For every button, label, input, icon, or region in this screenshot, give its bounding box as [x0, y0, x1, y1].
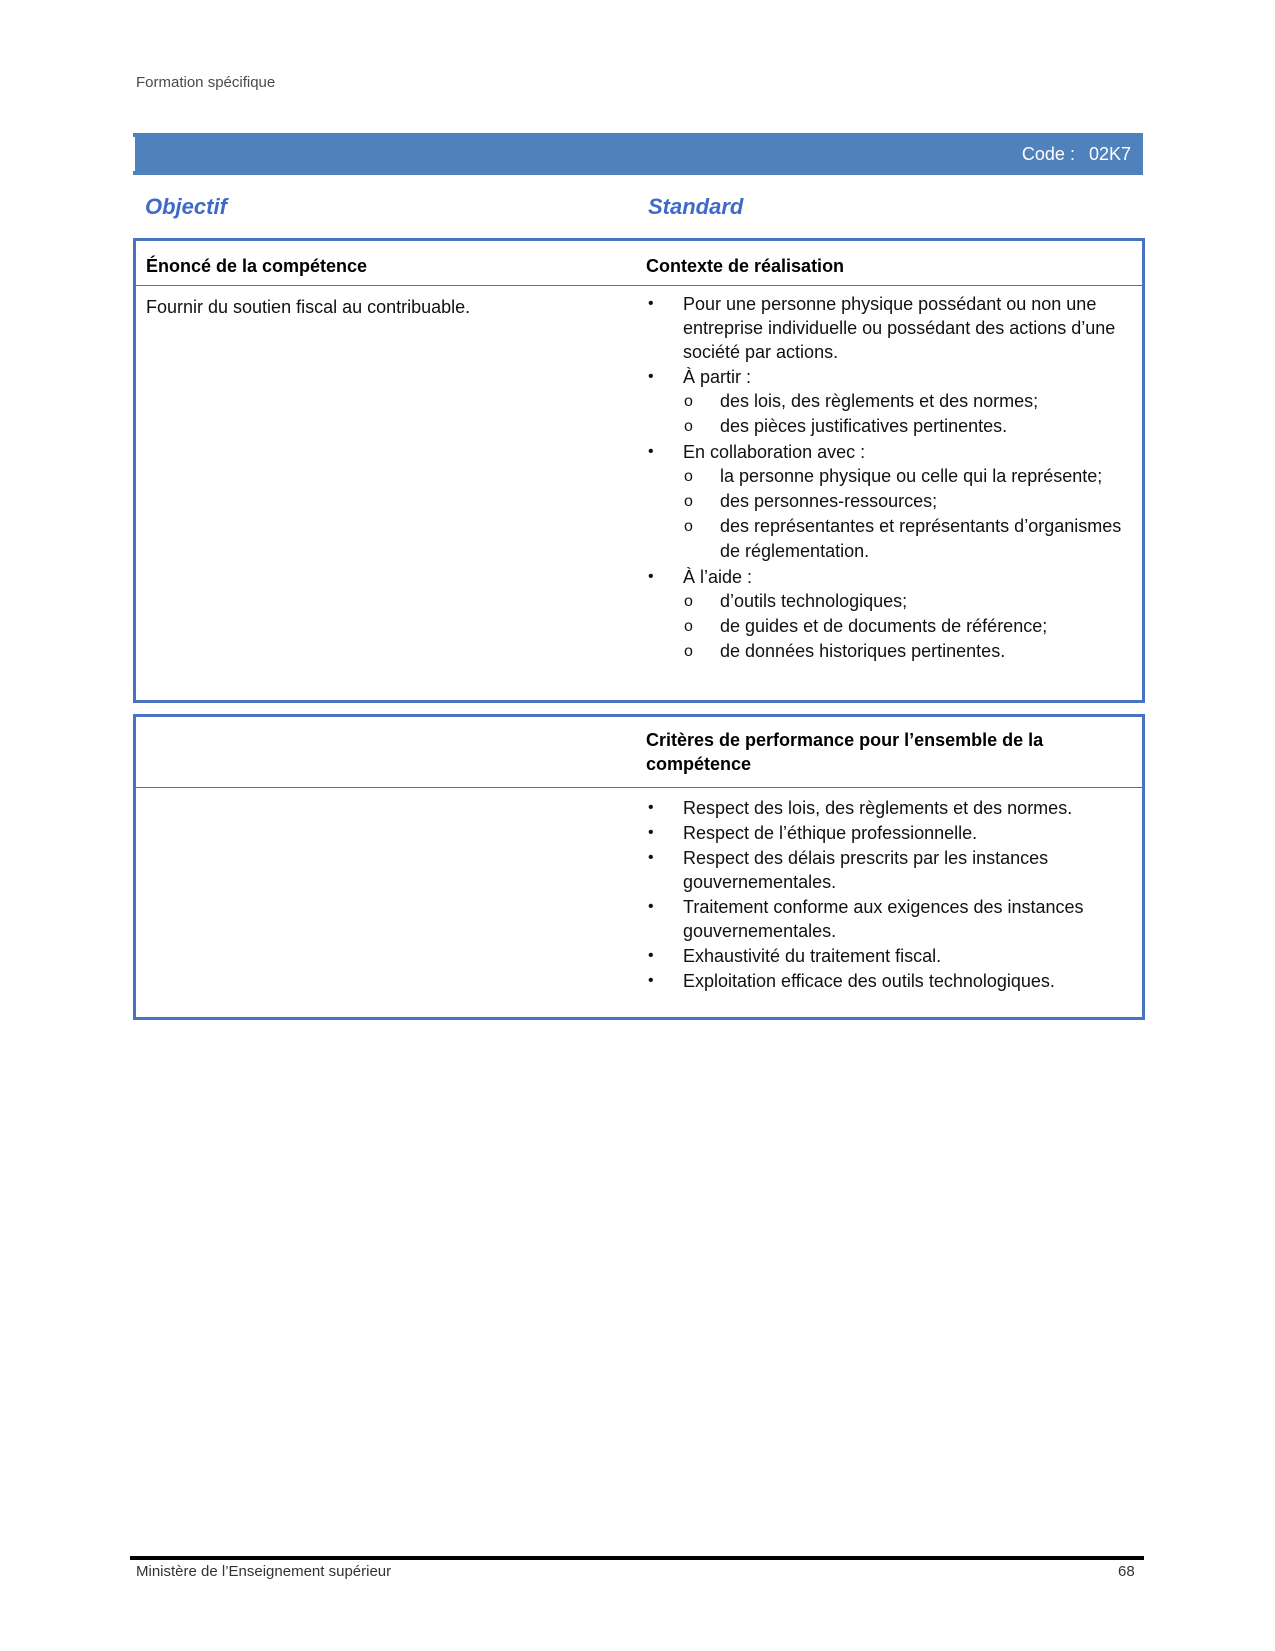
context-item-text: En collaboration avec : — [683, 442, 866, 462]
context-subitem-text: la personne physique ou celle qui la représente; — [720, 466, 1103, 486]
criteria-item — [646, 846, 1126, 894]
context-item — [646, 565, 1126, 664]
code-bar-tick — [133, 137, 135, 171]
criteria-item — [646, 895, 1126, 943]
footer-page-number: 68 — [1118, 1563, 1135, 1580]
standard-heading: Standard — [648, 194, 744, 219]
footer-rule — [130, 1556, 1144, 1560]
circle-bullet-icon: o — [684, 618, 693, 635]
code-label: Code : — [1021, 144, 1075, 164]
context-sublist — [683, 464, 1126, 564]
context-header: Contexte de réalisation — [646, 256, 845, 276]
bullet-icon: • — [648, 824, 654, 841]
context-subitem-text: d’outils technologiques; — [720, 591, 908, 611]
context-item — [646, 292, 1126, 364]
competence-table-head — [136, 241, 1142, 286]
context-subitem-text: des pièces justificatives pertinentes. — [720, 416, 1008, 436]
context-item — [646, 365, 1126, 439]
bullet-icon: • — [648, 368, 654, 385]
bullet-icon: • — [648, 898, 654, 915]
circle-bullet-icon: o — [684, 518, 693, 535]
circle-bullet-icon: o — [684, 643, 693, 660]
bullet-icon: • — [648, 947, 654, 964]
context-subitem — [683, 639, 1126, 664]
criteria-item-text: Respect des lois, des règlements et des normes. — [683, 798, 1073, 818]
circle-bullet-icon: o — [684, 418, 693, 435]
context-subitem-text: des lois, des règlements et des normes; — [720, 391, 1039, 411]
competence-statement: Fournir du soutien fiscal au contribuable. — [146, 297, 471, 317]
context-list — [646, 292, 1126, 664]
code-bar — [133, 133, 1143, 175]
bullet-icon: • — [648, 799, 654, 816]
criteria-table — [133, 714, 1145, 1020]
criteria-item — [646, 821, 1126, 845]
context-sublist — [683, 389, 1126, 439]
running-header: Formation spécifique — [136, 74, 276, 91]
bullet-icon: • — [648, 295, 654, 312]
context-sublist — [683, 589, 1126, 664]
context-subitem — [683, 589, 1126, 614]
context-subitem — [683, 389, 1126, 414]
bullet-icon: • — [648, 443, 654, 460]
criteria-list — [646, 796, 1126, 993]
competence-table — [133, 238, 1145, 703]
bullet-icon: • — [648, 972, 654, 989]
code-label-group — [1008, 144, 1131, 165]
criteria-item — [646, 796, 1126, 820]
bullet-icon: • — [648, 568, 654, 585]
circle-bullet-icon: o — [684, 493, 693, 510]
criteria-item-text: Exhaustivité du traitement fiscal. — [683, 946, 942, 966]
context-item-text: À l’aide : — [683, 567, 753, 587]
footer-ministry: Ministère de l’Enseignement supérieur — [136, 1563, 392, 1580]
criteria-item — [646, 944, 1126, 968]
context-subitem-text: des personnes-ressources; — [720, 491, 938, 511]
context-list-container — [646, 292, 1126, 665]
bullet-icon: • — [648, 849, 654, 866]
competence-statement-header: Énoncé de la compétence — [146, 256, 368, 276]
context-subitem — [683, 489, 1126, 514]
criteria-item-text: Respect des délais prescrits par les instances gouvernementales. — [683, 848, 1049, 892]
criteria-item-text: Respect de l’éthique professionnelle. — [683, 823, 978, 843]
criteria-header: Critères de performance pour l’ensemble de la compétence — [646, 730, 1044, 774]
code-value: 02K7 — [1088, 144, 1131, 164]
circle-bullet-icon: o — [684, 593, 693, 610]
circle-bullet-icon: o — [684, 393, 693, 410]
circle-bullet-icon: o — [684, 468, 693, 485]
context-subitem-text: des représentantes et représentants d’organismes de réglementation. — [720, 516, 1122, 561]
criteria-table-head — [136, 717, 1142, 788]
context-subitem-text: de guides et de documents de référence; — [720, 616, 1048, 636]
context-subitem-text: de données historiques pertinentes. — [720, 641, 1006, 661]
context-item-text: Pour une personne physique possédant ou non une entreprise individuelle ou possédant des actions d’une société par actions. — [683, 294, 1116, 362]
context-subitem — [683, 514, 1126, 564]
context-subitem — [683, 414, 1126, 439]
criteria-item — [646, 969, 1126, 993]
context-item — [646, 440, 1126, 564]
context-subitem — [683, 614, 1126, 639]
criteria-list-container — [646, 796, 1126, 994]
context-subitem — [683, 464, 1126, 489]
criteria-item-text: Traitement conforme aux exigences des instances gouvernementales. — [683, 897, 1084, 941]
objectif-heading: Objectif — [145, 194, 227, 219]
criteria-item-text: Exploitation efficace des outils technologiques. — [683, 971, 1055, 991]
context-item-text: À partir : — [683, 367, 752, 387]
